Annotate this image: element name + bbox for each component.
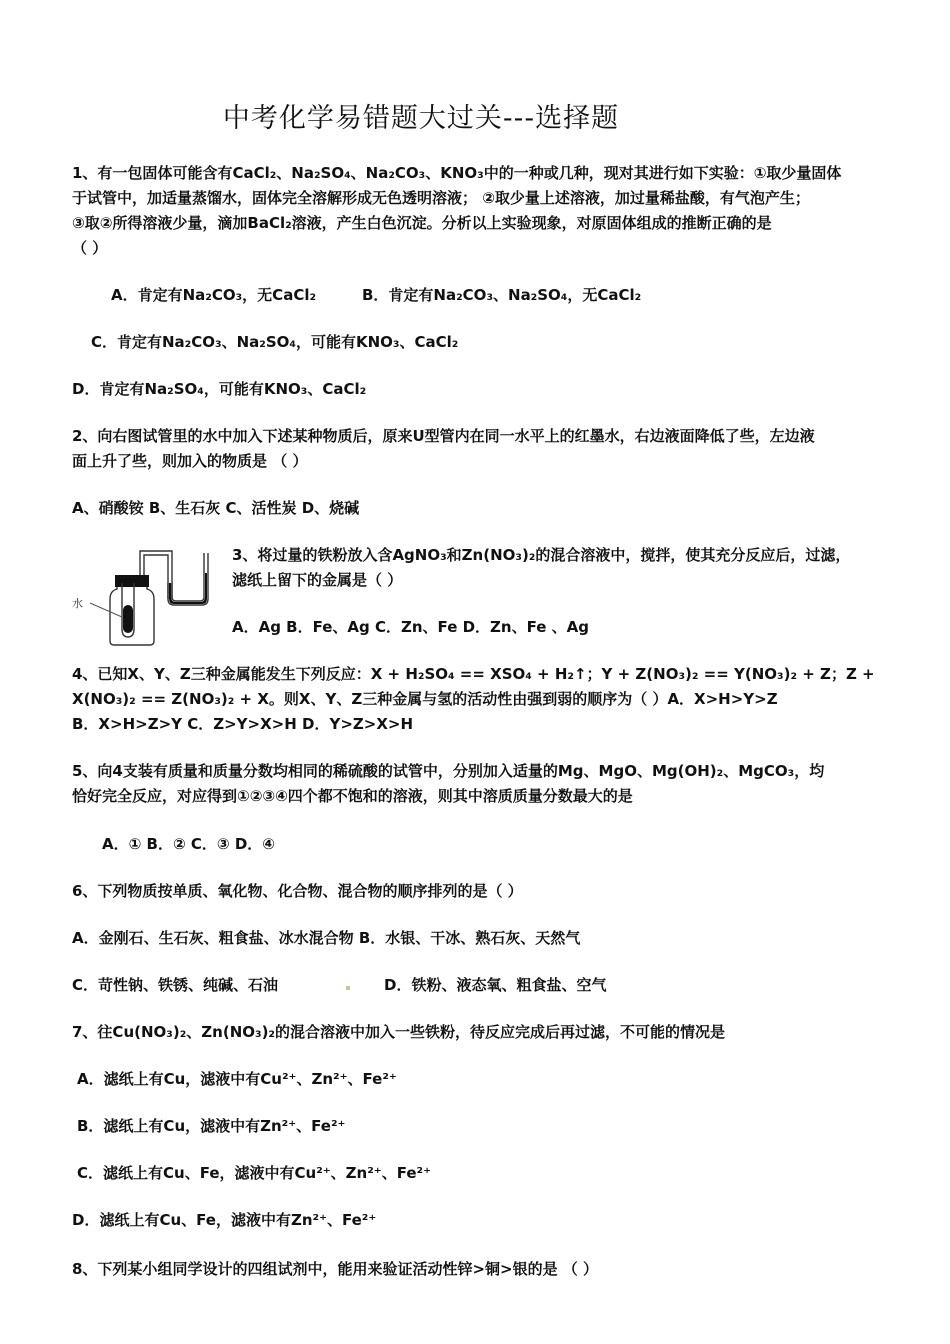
u-tube-apparatus-figure: [72, 543, 217, 648]
q5-line-1: 5、向4支装有质量和质量分数均相同的稀硫酸的试管中，分别加入适量的Mg、MgO、Mg(OH)₂、MgCO₃，均: [72, 762, 825, 780]
q2-line-1: 2、向右图试管里的水中加入下述某种物质后，原来U型管内在同一水平上的红墨水，右边液面降低了些，左边液: [72, 427, 815, 445]
q2-line-2: 面上升了些，则加入的物质是 （ ）: [72, 452, 308, 470]
q1-line-2: 于试管中，加适量蒸馏水，固体完全溶解形成无色透明溶液； ②取少量上述溶液，加过量稀盐酸，有气泡产生；: [72, 189, 810, 207]
q7-option-b: B．滤纸上有Cu，滤液中有Zn²⁺、Fe²⁺: [77, 1117, 346, 1135]
page-title: 中考化学易错题大过关---选择题: [222, 103, 620, 134]
q5-line-2: 恰好完全反应，对应得到①②③④四个都不饱和的溶液，则其中溶质质量分数最大的是: [72, 787, 633, 805]
q6-line-1: 6、下列物质按单质、氧化物、化合物、混合物的顺序排列的是（ ）: [72, 882, 523, 900]
q4-line-1: 4、已知X、Y、Z三种金属能发生下列反应：X + H₂SO₄ == XSO₄ + H₂↑；Y + Z(NO₃)₂ == Y(NO₃)₂ + Z；Z +: [72, 665, 875, 683]
q1-option-c: C．肯定有Na₂CO₃、Na₂SO₄，可能有KNO₃、CaCl₂: [91, 333, 459, 351]
water-label: 水: [72, 597, 83, 610]
q2-options: A、硝酸铵 B、生石灰 C、活性炭 D、烧碱: [72, 499, 360, 517]
q4-line-3: B．X>H>Z>Y C．Z>Y>X>H D．Y>Z>X>H: [72, 715, 414, 733]
q6-option-d: D．铁粉、液态氧、粗食盐、空气: [384, 976, 607, 994]
q1-option-a: A．肯定有Na₂CO₃，无CaCl₂: [111, 286, 317, 304]
q6-options-ab: A．金刚石、生石灰、粗食盐、冰水混合物 B．水银、干冰、熟石灰、天然气: [72, 929, 581, 947]
q7-option-d: D．滤纸上有Cu、Fe，滤液中有Zn²⁺、Fe²⁺: [72, 1211, 377, 1229]
q3-line-1: 3、将过量的铁粉放入含AgNO₃和Zn(NO₃)₂的混合溶液中，搅拌，使其充分反应后，过滤，: [232, 546, 851, 564]
q1-line-4: （ ）: [72, 239, 108, 257]
q4-line-2: X(NO₃)₂ == Z(NO₃)₂ + X。则X、Y、Z三种金属与氢的活动性由强到弱的顺序为（ ）A．X>H>Y>Z: [72, 690, 778, 708]
q8-line-1: 8、下列某小组同学设计的四组试剂中，能用来验证活动性锌>铜>银的是 （ ）: [72, 1260, 599, 1278]
q1-line-3: ③取②所得溶液少量，滴加BaCl₂溶液，产生白色沉淀。分析以上实验现象，对原固体组成的推断正确的是: [72, 214, 772, 232]
q1-option-d: D．肯定有Na₂SO₄，可能有KNO₃、CaCl₂: [72, 380, 367, 398]
q1-line-1: 1、有一包固体可能含有CaCl₂、Na₂SO₄、Na₂CO₃、KNO₃中的一种或几种，现对其进行如下实验：①取少量固体: [72, 164, 842, 182]
stray-dot: [346, 986, 350, 990]
q5-options: A．① B．② C．③ D．④: [102, 835, 275, 853]
apparatus-svg: [72, 543, 217, 648]
q6-option-c: C．苛性钠、铁锈、纯碱、石油: [72, 976, 279, 994]
q7-option-a: A．滤纸上有Cu，滤液中有Cu²⁺、Zn²⁺、Fe²⁺: [77, 1070, 397, 1088]
q1-option-b: B．肯定有Na₂CO₃、Na₂SO₄，无CaCl₂: [362, 286, 642, 304]
q3-options: A．Ag B．Fe、Ag C．Zn、Fe D．Zn、Fe 、Ag: [232, 618, 589, 636]
q7-line-1: 7、往Cu(NO₃)₂、Zn(NO₃)₂的混合溶液中加入一些铁粉，待反应完成后再过滤，不可能的情况是: [72, 1023, 725, 1041]
q3-line-2: 滤纸上留下的金属是（ ）: [232, 571, 403, 589]
q7-option-c: C．滤纸上有Cu、Fe，滤液中有Cu²⁺、Zn²⁺、Fe²⁺: [77, 1164, 432, 1182]
